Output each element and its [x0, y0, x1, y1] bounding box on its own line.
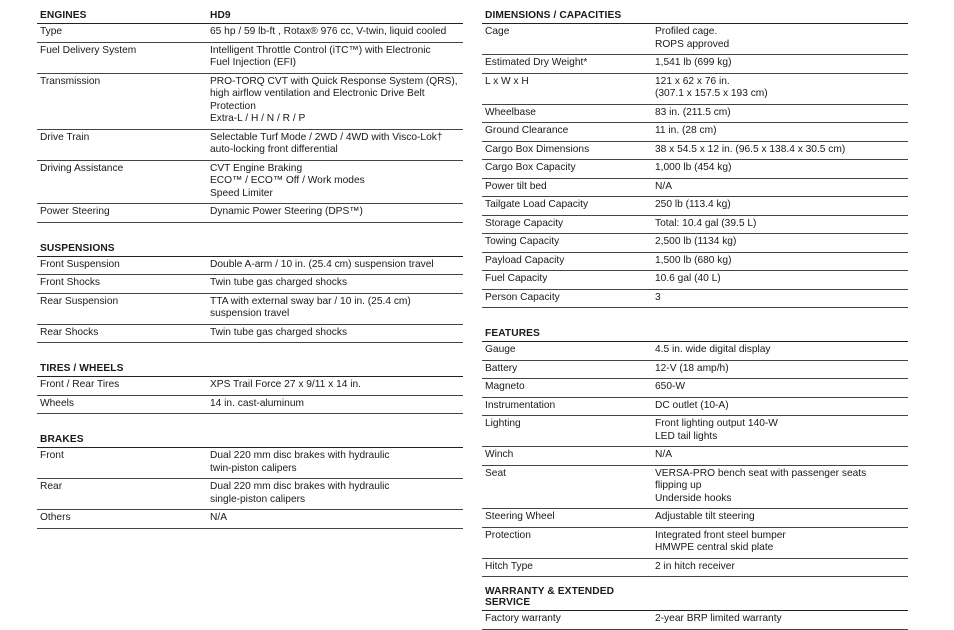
spec-row	[482, 253, 908, 272]
spec-row	[482, 290, 908, 309]
spec-value-line: LED tail lights	[655, 430, 718, 442]
spec-value	[655, 468, 905, 506]
spec-row	[482, 105, 908, 124]
spec-value	[655, 162, 905, 175]
spec-value-line: Adjustable tilt steering	[655, 511, 755, 522]
spec-value	[210, 277, 460, 290]
spec-value-line: Intelligent Throttle Control (iTC™) with Electronic	[210, 44, 431, 56]
spec-label: Wheels	[40, 397, 74, 409]
spec-label: Payload Capacity	[485, 254, 565, 266]
spec-value	[655, 144, 905, 157]
spec-label: Transmission	[40, 75, 101, 87]
spec-value-line: single-piston calipers	[210, 493, 306, 505]
spec-row	[482, 528, 908, 559]
spec-label: Front Suspension	[40, 258, 120, 270]
spec-row	[482, 466, 908, 510]
section-title: TIRES / WHEELS	[40, 363, 124, 374]
section-title: ENGINES	[40, 10, 87, 21]
spec-value-line: auto-locking front differential	[210, 144, 338, 155]
spec-value-line: VERSA-PRO bench seat with passenger seats	[655, 467, 867, 479]
spec-value-line: Dual 220 mm disc brakes with hydraulic	[210, 450, 390, 461]
spec-label: Tailgate Load Capacity	[485, 199, 589, 210]
spec-value	[210, 259, 460, 272]
section-title: WARRANTY & EXTENDED SERVICE	[485, 586, 615, 608]
spec-value	[655, 381, 905, 394]
spec-value-line: 1,500 lb (680 kg)	[655, 254, 732, 266]
spec-label: Fuel Capacity	[485, 273, 548, 284]
spec-value-line: 11 in. (28 cm)	[655, 125, 717, 136]
spec-label: Driving Assistance	[40, 162, 124, 174]
spec-label: Rear Shocks	[40, 326, 99, 338]
spec-value	[210, 132, 460, 157]
spec-value-line: 14 in. cast-aluminum	[210, 397, 304, 409]
spec-value-line: N/A	[655, 180, 672, 192]
spec-label: Winch	[485, 449, 514, 460]
spec-label: Front Shocks	[40, 277, 101, 288]
left-column	[37, 6, 463, 529]
spec-value-line: twin-piston calipers	[210, 462, 297, 474]
spec-value	[655, 107, 905, 120]
spec-value-line: 12-V (18 amp/h)	[655, 362, 729, 374]
spec-value	[655, 292, 905, 305]
spec-row	[482, 342, 908, 361]
spec-value-line: 650-W	[655, 381, 686, 392]
spec-label: Seat	[485, 467, 506, 479]
spec-value	[655, 236, 905, 249]
spec-label: L x W x H	[485, 75, 529, 87]
spec-value	[655, 449, 905, 462]
spec-row	[482, 559, 908, 578]
spec-label: Rear	[40, 481, 63, 492]
spec-value-line: Twin tube gas charged shocks	[210, 326, 348, 338]
spec-value-line: Fuel Injection (EFI)	[210, 57, 297, 68]
spec-value	[210, 76, 460, 126]
spec-row	[482, 179, 908, 198]
spec-label: Hitch Type	[485, 560, 533, 572]
spec-value	[210, 327, 460, 340]
spec-row	[37, 377, 463, 396]
spec-label: Power Steering	[40, 206, 110, 217]
spec-value-line: ECO™ / ECO™ Off / Work modes	[210, 175, 365, 186]
section-header	[482, 324, 908, 342]
spec-value	[655, 530, 905, 555]
spec-value-line: N/A	[655, 449, 672, 460]
spec-section-brakes	[37, 430, 463, 529]
spec-label: Steering Wheel	[485, 511, 555, 522]
section-header	[37, 359, 463, 377]
spec-value	[210, 26, 460, 39]
spec-value-line: N/A	[210, 512, 227, 523]
spec-label: Type	[40, 26, 63, 37]
right-column	[482, 6, 908, 630]
spec-row	[482, 509, 908, 528]
spec-value	[210, 296, 460, 321]
spec-section-features	[482, 324, 908, 577]
spec-value-line: Extra-L / H / N / R / P	[210, 113, 306, 124]
spec-label: Battery	[485, 362, 518, 374]
spec-section-suspensions	[37, 239, 463, 344]
spec-label: Protection	[485, 529, 531, 541]
spec-value-line: CVT Engine Braking	[210, 162, 303, 174]
spec-row	[37, 396, 463, 415]
spec-value-line: HMWPE central skid plate	[655, 542, 774, 553]
spec-row	[37, 74, 463, 130]
section-header	[37, 239, 463, 257]
spec-row	[482, 416, 908, 447]
spec-label: Factory warranty	[485, 613, 561, 624]
section-title: DIMENSIONS / CAPACITIES	[485, 10, 622, 21]
spec-label: Magneto	[485, 381, 525, 392]
spec-row	[37, 294, 463, 325]
spec-value	[655, 363, 905, 376]
spec-value-line: 250 lb (113.4 kg)	[655, 199, 731, 210]
spec-row	[482, 379, 908, 398]
section-model-label: HD9	[210, 10, 231, 21]
spec-value-line: ROPS approved	[655, 38, 730, 50]
spec-value	[655, 418, 905, 443]
spec-row	[37, 448, 463, 479]
spec-row	[482, 611, 908, 630]
spec-row	[37, 161, 463, 205]
spec-row	[37, 510, 463, 529]
spec-row	[482, 160, 908, 179]
spec-value	[210, 163, 460, 201]
section-header	[37, 430, 463, 448]
spec-value	[210, 450, 460, 475]
spec-value	[210, 45, 460, 70]
section-header	[482, 586, 908, 611]
spec-value-line: Underside hooks	[655, 492, 732, 504]
spec-value-line: PRO-TORQ CVT with Quick Response System (QRS),	[210, 75, 458, 87]
spec-label: Rear Suspension	[40, 295, 119, 307]
spec-value	[655, 181, 905, 194]
spec-value-line: 3	[655, 291, 661, 303]
spec-value-line: Twin tube gas charged shocks	[210, 277, 348, 288]
spec-value-line: 4.5 in. wide digital display	[655, 344, 771, 355]
spec-label: Others	[40, 512, 71, 523]
spec-value-line: (307.1 x 157.5 x 193 cm)	[655, 88, 768, 99]
spec-value-line: 83 in. (211.5 cm)	[655, 106, 731, 118]
spec-value-line: Profiled cage.	[655, 26, 718, 37]
spec-label: Estimated Dry Weight*	[485, 57, 588, 68]
spec-value-line: Total: 10.4 gal (39.5 L)	[655, 217, 757, 229]
spec-label: Gauge	[485, 344, 516, 355]
spec-value-line: XPS Trail Force 27 x 9/11 x 14 in.	[210, 379, 361, 390]
spec-label: Wheelbase	[485, 106, 536, 118]
spec-value-line: 2 in hitch receiver	[655, 560, 735, 572]
spec-value-line: 1,541 lb (699 kg)	[655, 57, 732, 68]
spec-row	[482, 24, 908, 55]
spec-value	[655, 613, 905, 626]
spec-value-line: 65 hp / 59 lb-ft , Rotax® 976 cc, V-twin, liquid cooled	[210, 26, 447, 37]
spec-value-line: suspension travel	[210, 308, 290, 319]
spec-value	[655, 511, 905, 524]
spec-value	[210, 379, 460, 392]
section-header	[37, 6, 463, 24]
spec-label: Person Capacity	[485, 291, 560, 303]
spec-label: Lighting	[485, 418, 521, 429]
spec-value-line: 121 x 62 x 76 in.	[655, 75, 730, 87]
spec-value-line: 2-year BRP limited warranty	[655, 613, 782, 624]
spec-value-line: Integrated front steel bumper	[655, 529, 786, 541]
spec-value-line: flipping up	[655, 480, 702, 491]
spec-value-line: Dynamic Power Steering (DPS™)	[210, 206, 363, 217]
spec-label: Storage Capacity	[485, 217, 564, 229]
spec-value	[655, 255, 905, 268]
spec-row	[482, 142, 908, 161]
spec-value-line: 38 x 54.5 x 12 in. (96.5 x 138.4 x 30.5 cm)	[655, 143, 846, 155]
spec-value-line: DC outlet (10-A)	[655, 399, 729, 411]
section-title: FEATURES	[485, 328, 540, 339]
spec-value	[210, 206, 460, 219]
spec-value	[655, 26, 905, 51]
spec-value	[655, 344, 905, 357]
spec-value	[655, 57, 905, 70]
spec-label: Drive Train	[40, 131, 90, 143]
section-header	[482, 6, 908, 24]
spec-label: Instrumentation	[485, 399, 556, 411]
spec-value-line: Speed Limiter	[210, 187, 273, 199]
section-title: BRAKES	[40, 434, 84, 445]
spec-row	[482, 398, 908, 417]
spec-row	[482, 55, 908, 74]
spec-row	[482, 361, 908, 380]
spec-label: Fuel Delivery System	[40, 44, 137, 56]
spec-row	[37, 275, 463, 294]
spec-row	[37, 479, 463, 510]
spec-value	[655, 400, 905, 413]
spec-row	[37, 130, 463, 161]
spec-value-line: Selectable Turf Mode / 2WD / 4WD with Visco-Lok†	[210, 131, 443, 143]
spec-value-line: Double A-arm / 10 in. (25.4 cm) suspension travel	[210, 258, 434, 270]
spec-value	[210, 481, 460, 506]
spec-label: Towing Capacity	[485, 236, 560, 247]
spec-row	[482, 216, 908, 235]
spec-value	[655, 76, 905, 101]
spec-row	[37, 325, 463, 344]
spec-value	[655, 561, 905, 574]
spec-value	[655, 273, 905, 286]
spec-label: Cargo Box Dimensions	[485, 143, 590, 155]
spec-value-line: Dual 220 mm disc brakes with hydraulic	[210, 481, 390, 492]
spec-label: Power tilt bed	[485, 180, 547, 192]
spec-row	[482, 234, 908, 253]
spec-section-dimensions-capacities	[482, 6, 908, 308]
spec-label: Ground Clearance	[485, 125, 569, 136]
spec-section-warranty-extended-service	[482, 586, 908, 630]
spec-section-tires-wheels	[37, 359, 463, 414]
section-title: SUSPENSIONS	[40, 242, 115, 254]
spec-row	[37, 204, 463, 223]
spec-row	[37, 24, 463, 43]
spec-row	[37, 257, 463, 276]
spec-value-line: 1,000 lb (454 kg)	[655, 162, 732, 173]
spec-row	[482, 197, 908, 216]
spec-value-line: TTA with external sway bar / 10 in. (25.4 cm)	[210, 295, 411, 307]
spec-value-line: 10.6 gal (40 L)	[655, 273, 721, 284]
spec-value	[210, 512, 460, 525]
spec-row	[482, 123, 908, 142]
spec-value	[655, 218, 905, 231]
spec-row	[37, 43, 463, 74]
spec-row	[482, 447, 908, 466]
spec-value	[210, 398, 460, 411]
spec-label: Front / Rear Tires	[40, 379, 120, 390]
spec-value-line: Protection	[210, 100, 256, 112]
spec-label: Front	[40, 450, 64, 461]
spec-label: Cargo Box Capacity	[485, 162, 576, 173]
spec-value-line: high airflow ventilation and Electronic Drive Belt	[210, 88, 425, 99]
spec-row	[482, 74, 908, 105]
spec-value	[655, 199, 905, 212]
spec-value-line: Front lighting output 140-W	[655, 418, 778, 429]
spec-section-engines	[37, 6, 463, 223]
spec-label: Cage	[485, 26, 510, 37]
spec-value-line: 2,500 lb (1134 kg)	[655, 236, 737, 247]
spec-value	[655, 125, 905, 138]
spec-row	[482, 271, 908, 290]
